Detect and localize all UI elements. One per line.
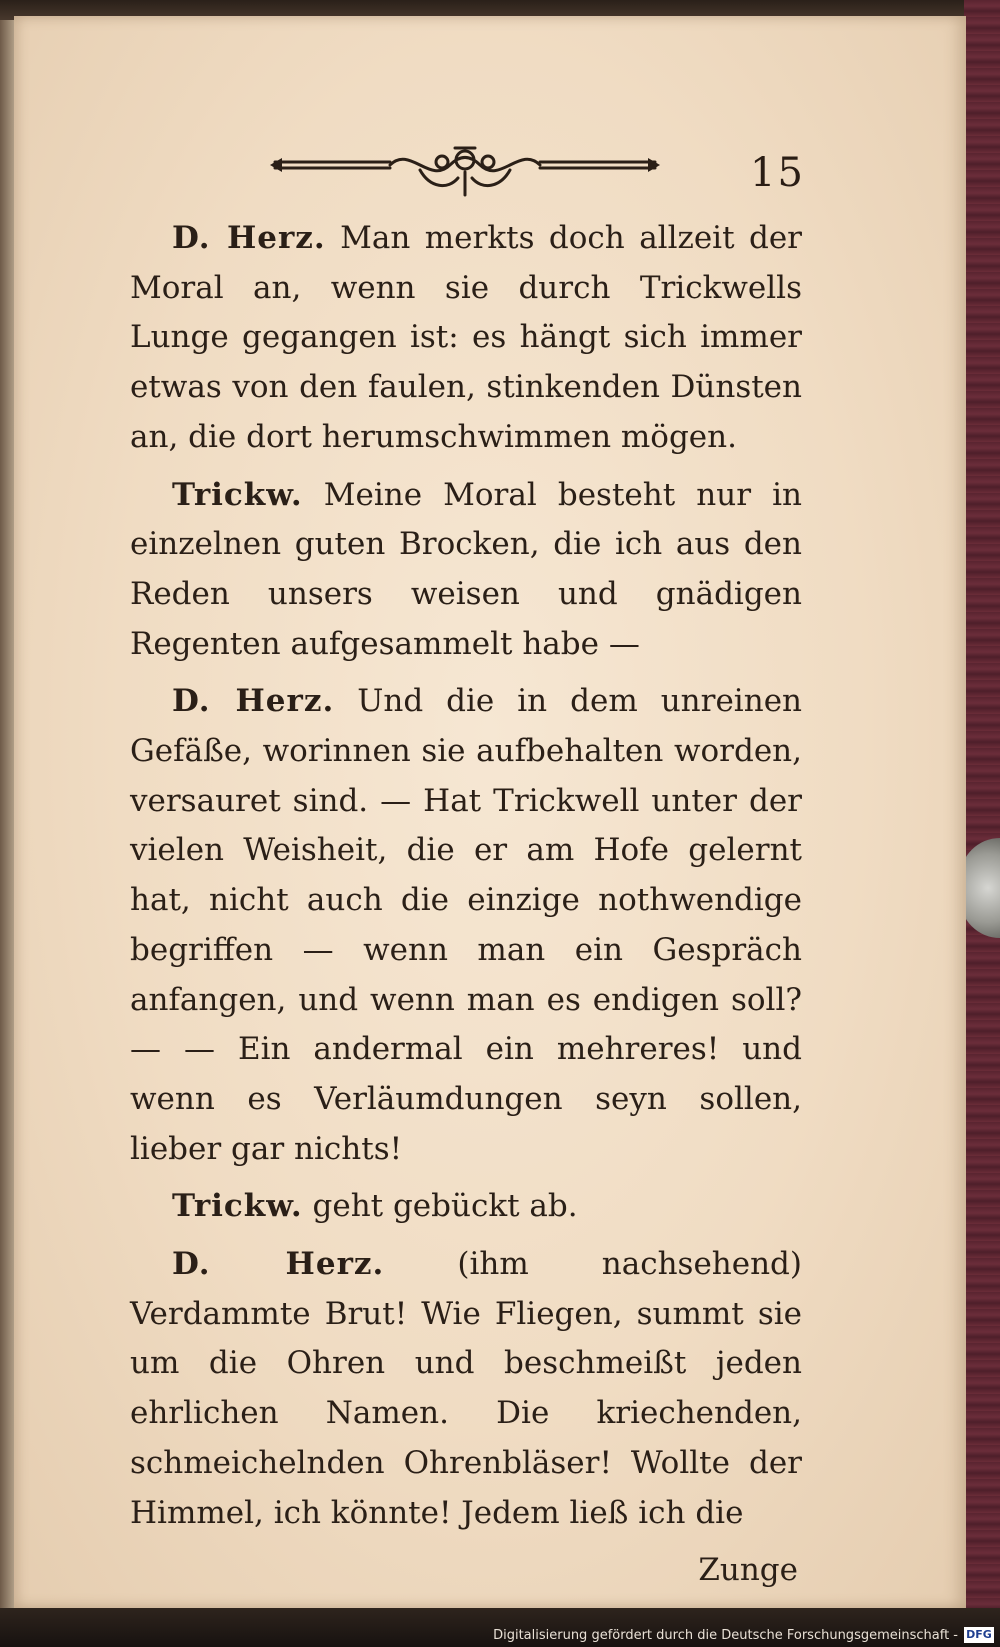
- dialogue-passage: [130, 471, 802, 670]
- speaker-name: Trickw.: [172, 1188, 303, 1225]
- speaker-name: Trickw.: [172, 476, 303, 513]
- dfg-logo: DFG: [964, 1627, 994, 1643]
- dialogue-passage: [130, 214, 802, 463]
- digitization-credit: Digitalisierung gefördert durch die Deutsche Forschungsgemeinschaft -: [493, 1628, 958, 1643]
- passage-text: Und die in dem unreinen Gefäße, worinnen sie aufbehalten worden, versauret sind. — Hat Trickwell unter der vielen Weisheit, die er am Hofe gelernt hat, nicht auch die einzige nothwendige begriffen — wenn man ein Gespräch anfangen, und wenn man es endigen soll? — — Ein andermal ein mehreres! und wenn es Verläumdungen seyn sollen, lieber gar nichts!: [130, 683, 802, 1167]
- page-body-text: [130, 214, 802, 1596]
- dialogue-passage: [130, 1182, 802, 1232]
- page-number: 15: [750, 150, 805, 196]
- speaker-name: D. Herz.: [172, 220, 326, 256]
- passage-text: (ihm nachsehend) Verdammte Brut! Wie Fliegen, summt sie um die Ohren und beschmeißt jeden ehrlichen Namen. Die kriechenden, schmeichelnden Ohrenbläser! Wollte der Himmel, ich könnte! Jedem ließ ich die: [130, 1246, 802, 1531]
- passage-text: geht gebückt ab.: [312, 1188, 578, 1225]
- scan-footer-bar: [0, 1608, 1000, 1647]
- speaker-name: D. Herz.: [172, 683, 335, 720]
- passage-text: Meine Moral besteht nur in einzelnen guten Brocken, die ich aus den Reden unsers weisen und gnädigen Regenten aufgesammelt habe —: [130, 476, 802, 662]
- catchword: Zunge: [698, 1552, 798, 1589]
- dialogue-passage: [130, 1240, 802, 1538]
- passage-text: Man merkts doch allzeit der Moral an, wenn sie durch Trickwells Lunge gegangen ist: es hängt sich immer etwas von den faulen, stinkenden Dünsten an, die dort herumschwimmen mögen.: [130, 220, 802, 455]
- book-cover-board: [964, 0, 1000, 1610]
- dialogue-passage: [130, 677, 802, 1174]
- decorative-headpiece-ornament-icon: [270, 140, 660, 200]
- speaker-name: D. Herz.: [172, 1246, 385, 1283]
